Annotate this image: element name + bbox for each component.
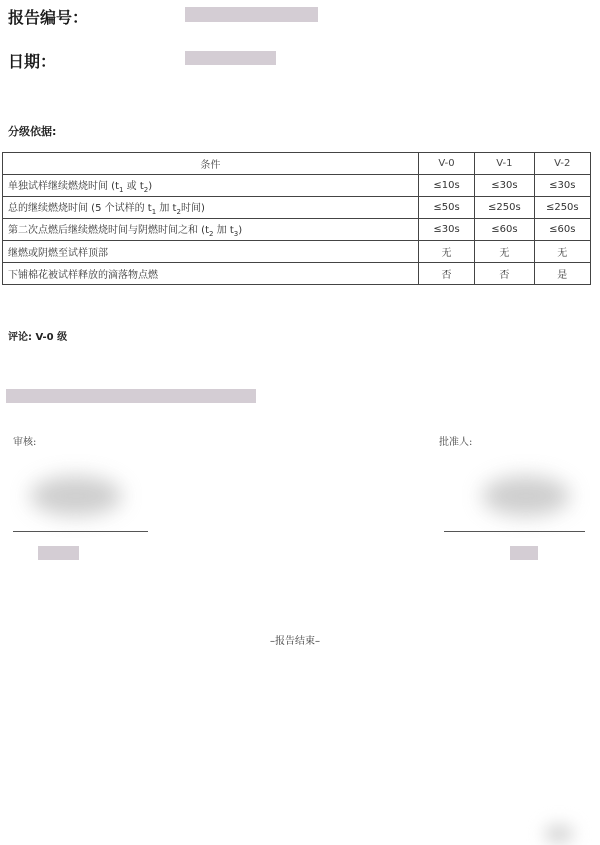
v0-cell: ≤30s <box>418 219 474 241</box>
grading-title: 分级依据: <box>8 125 57 138</box>
condition-text: 加 t <box>213 225 234 236</box>
condition-text: 第二次点燃后继续燃烧时间与阴燃时间之和 (t <box>8 225 210 236</box>
condition-cell <box>3 197 419 219</box>
v2-cell: ≤30s <box>534 175 590 197</box>
corner-smudge <box>544 824 574 844</box>
column-header-condition: 条件 <box>3 153 419 175</box>
condition-cell <box>3 175 419 197</box>
approver-label: 批准人: <box>439 437 473 448</box>
approver-signature-line <box>444 531 585 532</box>
subscript: 2 <box>143 186 149 194</box>
reviewer-signature <box>30 476 122 516</box>
condition-text: ) <box>238 225 243 236</box>
table-row <box>3 175 591 197</box>
subscript: 2 <box>176 208 181 216</box>
approver-signature <box>482 476 570 516</box>
v0-cell: 否 <box>418 263 474 285</box>
table-header-row <box>3 153 591 175</box>
v2-cell: ≤250s <box>534 197 590 219</box>
v1-cell: 否 <box>475 263 534 285</box>
condition-text: 时间) <box>180 203 205 214</box>
column-header-v1: V-1 <box>475 153 534 175</box>
v1-cell: 无 <box>475 241 534 263</box>
table-row <box>3 219 591 241</box>
reviewer-label: 审核: <box>13 437 37 448</box>
condition-text: 单独试样继续燃烧时间 (t <box>8 181 120 192</box>
v1-cell: ≤60s <box>475 219 534 241</box>
column-header-v0: V-0 <box>418 153 474 175</box>
column-header-v2: V-2 <box>534 153 590 175</box>
reviewer-name-redacted <box>38 546 79 560</box>
v0-cell: 无 <box>418 241 474 263</box>
table-row <box>3 241 591 263</box>
condition-cell <box>3 219 419 241</box>
condition-text: 或 t <box>123 181 144 192</box>
v2-cell: ≤60s <box>534 219 590 241</box>
report-number-redacted <box>185 7 318 22</box>
approver-name-redacted <box>510 546 538 560</box>
v2-cell: 是 <box>534 263 590 285</box>
v1-cell: ≤30s <box>475 175 534 197</box>
redacted-bar <box>6 389 256 403</box>
table-row <box>3 263 591 285</box>
condition-cell: 下铺棉花被试样释放的滴落物点燃 <box>3 263 419 285</box>
subscript: 3 <box>233 230 239 238</box>
v0-cell: ≤10s <box>418 175 474 197</box>
subscript: 1 <box>151 208 157 216</box>
condition-cell: 继燃或阴燃至试样顶部 <box>3 241 419 263</box>
grading-table <box>2 152 591 285</box>
date-redacted <box>185 51 276 65</box>
subscript: 2 <box>209 230 214 238</box>
condition-text: 加 t <box>156 203 177 214</box>
report-end-text: –报告结束– <box>270 636 320 647</box>
subscript: 1 <box>119 186 124 194</box>
date-label: 日期： <box>8 52 57 71</box>
condition-text: ) <box>148 181 153 192</box>
v1-cell: ≤250s <box>475 197 534 219</box>
v2-cell: 无 <box>534 241 590 263</box>
report-number-label: 报告编号： <box>8 8 89 27</box>
table-row <box>3 197 591 219</box>
comment-text: 评论: V-0 级 <box>8 332 68 343</box>
condition-text: 总的继续燃烧时间 (5 个试样的 t <box>8 203 152 214</box>
reviewer-signature-line <box>13 531 148 532</box>
v0-cell: ≤50s <box>418 197 474 219</box>
